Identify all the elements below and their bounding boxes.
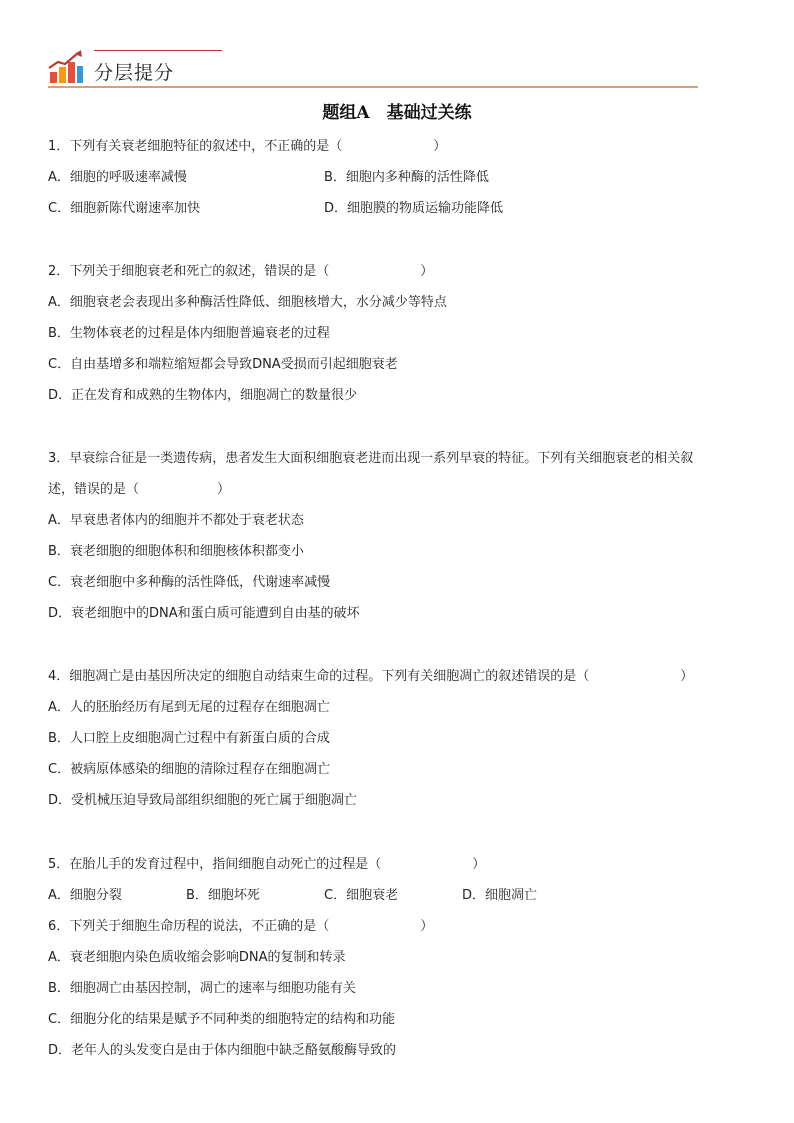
question-2-option-d: D．正在发育和成熟的生物体内，细胞凋亡的数量很少: [48, 388, 358, 403]
question-5-option-a: A．细胞分裂: [48, 888, 122, 903]
question-3-stem-line-2: 述，错误的是（ ）: [48, 482, 231, 497]
question-6-option-d: D．老年人的头发变白是由于体内细胞中缺乏酪氨酸酶导致的: [48, 1043, 397, 1058]
question-6-option-b: B．细胞凋亡由基因控制，凋亡的速率与细胞功能有关: [48, 981, 356, 996]
question-1-option-a: A．细胞的呼吸速率减慢: [48, 170, 187, 185]
question-5-option-c: C．细胞衰老: [324, 888, 399, 903]
brand-accent-line: [94, 50, 222, 51]
question-3-option-a: A．早衰患者体内的细胞并不都处于衰老状态: [48, 513, 304, 528]
question-6-option-c: C．细胞分化的结果是赋予不同种类的细胞特定的结构和功能: [48, 1012, 396, 1027]
question-1-option-c: C．细胞新陈代谢速率加快: [48, 201, 201, 216]
header-divider: [48, 86, 698, 88]
question-3-stem-line-1: 3．早衰综合征是一类遗传病，患者发生大面积细胞衰老进而出现一系列早衰的特征。下列有关细胞衰老的相关叙: [48, 451, 694, 466]
question-1-option-d: D．细胞膜的物质运输功能降低: [324, 201, 504, 216]
question-1-stem: 1．下列有关衰老细胞特征的叙述中，不正确的是（ ）: [48, 139, 447, 154]
page-header: [48, 44, 698, 90]
question-4-option-b: B．人口腔上皮细胞凋亡过程中有新蛋白质的合成: [48, 731, 330, 746]
question-6-option-a: A．衰老细胞内染色质收缩会影响DNA的复制和转录: [48, 950, 346, 965]
growth-chart-logo-icon: [48, 50, 84, 84]
question-4-stem: 4．细胞凋亡是由基因所决定的细胞自动结束生命的过程。下列有关细胞凋亡的叙述错误的是（ ）: [48, 669, 694, 684]
question-2-stem: 2．下列关于细胞衰老和死亡的叙述，错误的是（ ）: [48, 264, 434, 279]
question-4-option-d: D．受机械压迫导致局部组织细胞的死亡属于细胞凋亡: [48, 793, 358, 808]
question-6-stem: 6．下列关于细胞生命历程的说法，不正确的是（ ）: [48, 919, 434, 934]
question-2-option-b: B．生物体衰老的过程是体内细胞普遍衰老的过程: [48, 326, 330, 341]
question-5-option-b: B．细胞坏死: [186, 888, 260, 903]
question-2-option-c: C．自由基增多和端粒缩短都会导致DNA受损而引起细胞衰老: [48, 357, 398, 372]
question-3-option-b: B．衰老细胞的细胞体积和细胞核体积都变小: [48, 544, 304, 559]
question-3-option-c: C．衰老细胞中多种酶的活性降低，代谢速率减慢: [48, 575, 331, 590]
brand-title: 分层提分: [94, 62, 175, 84]
question-5-stem: 5．在胎儿手的发育过程中，指间细胞自动死亡的过程是（ ）: [48, 857, 486, 872]
question-5-option-d: D．细胞凋亡: [462, 888, 538, 903]
question-3-option-d: D．衰老细胞中的DNA和蛋白质可能遭到自由基的破坏: [48, 606, 360, 621]
question-4-option-a: A．人的胚胎经历有尾到无尾的过程存在细胞凋亡: [48, 700, 330, 715]
question-2-option-a: A．细胞衰老会表现出多种酶活性降低、细胞核增大，水分减少等特点: [48, 295, 447, 310]
question-1-option-b: B．细胞内多种酶的活性降低: [324, 170, 489, 185]
section-title: 题组A 基础过关练: [322, 103, 472, 123]
question-4-option-c: C．被病原体感染的细胞的清除过程存在细胞凋亡: [48, 762, 331, 777]
